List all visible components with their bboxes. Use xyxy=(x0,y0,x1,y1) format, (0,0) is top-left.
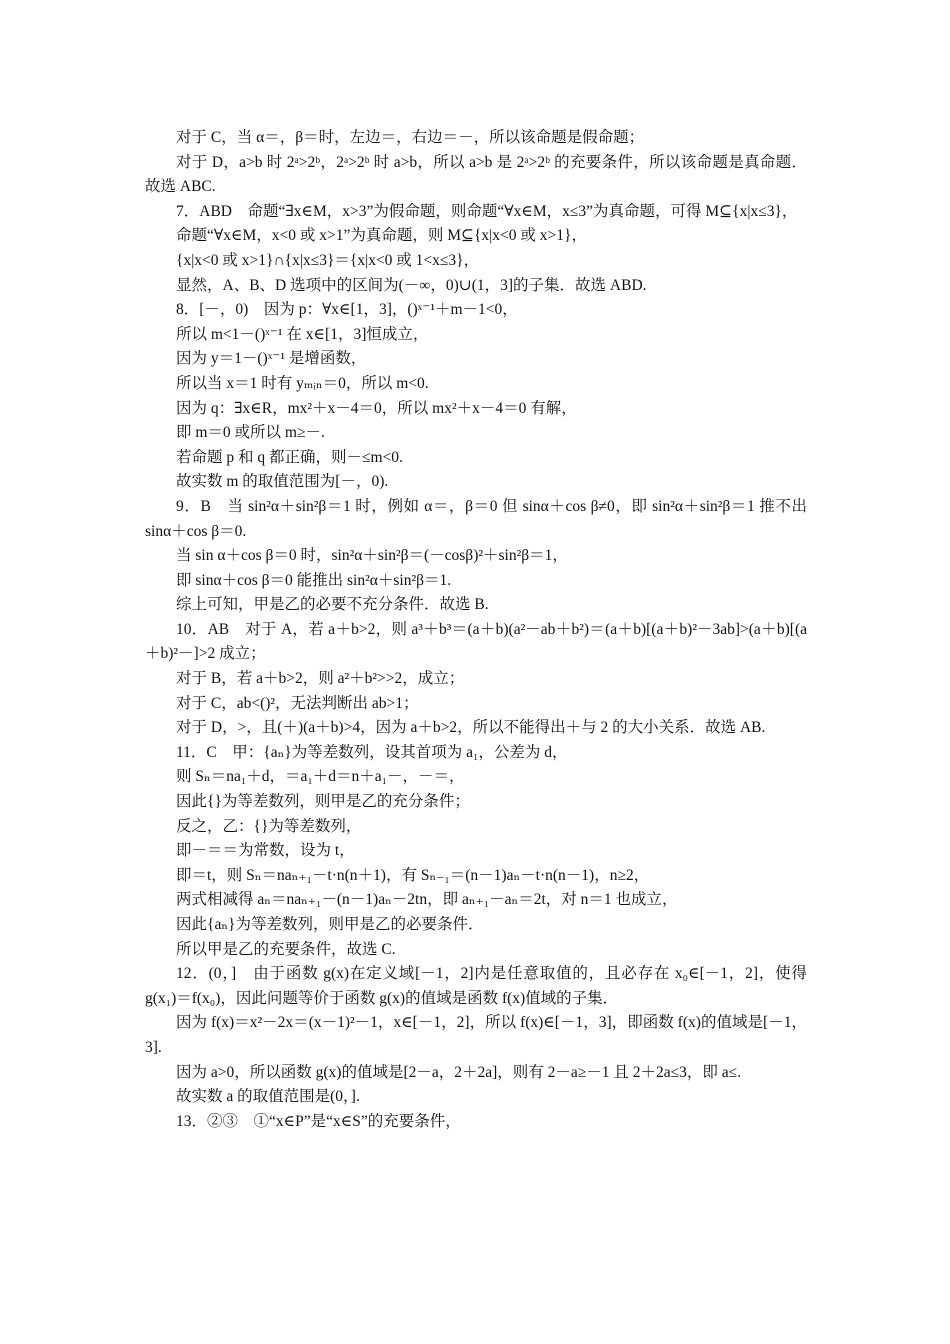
text-line: 12．(0，] 由于函数 g(x)在定义域[－1，2]内是任意取值的，且必存在 x₀∈[－1，2]，使得 g(x₁)＝f(x₀)，因此问题等价于函数 g(x)的值域是函数 f(x)值域的子集． xyxy=(145,965,807,1007)
text-line: 所以甲是乙的充要条件，故选 C. xyxy=(176,940,396,958)
text-line: 故实数 m 的取值范围为[－，0). xyxy=(176,473,389,491)
text-line: 即－＝＝为常数，设为 t， xyxy=(176,842,355,860)
text-line: 所以当 x＝1 时有 yₘᵢₙ＝0，所以 m<0. xyxy=(176,374,429,392)
text-line: 则 Sₙ＝na₁＋d，＝a₁＋d＝n＋a₁－，－＝， xyxy=(176,768,465,786)
text-line: 即＝t，则 Sₙ＝naₙ₊₁－t·n(n＋1)，有 Sₙ₋₁＝(n－1)aₙ－t·n(n－1)，n≥2， xyxy=(176,866,650,884)
text-line: 对于 B，若 a＋b>2，则 a²＋b²>>2，成立； xyxy=(176,670,465,688)
text-line: 11．C 甲：{aₙ}为等差数列，设其首项为 a₁，公差为 d， xyxy=(176,743,568,761)
text-line: 13．②③ ①“x∈P”是“x∈S”的充要条件， xyxy=(176,1112,461,1130)
text-line: {x|x<0 或 x>1}∩{x|x≤3}＝{x|x<0 或 1<x≤3}， xyxy=(176,251,480,269)
text-line: 故实数 a 的取值范围是(0，]. xyxy=(176,1088,360,1106)
text-line: 显然，A、B、D 选项中的区间为(－∞，0)∪(1，3]的子集．故选 ABD. xyxy=(176,276,647,294)
text-line: 因此{aₙ}为等差数列，则甲是乙的必要条件． xyxy=(176,916,484,933)
text-line: 即 m＝0 或所以 m≥－. xyxy=(176,424,325,442)
text-line: 7．ABD 命题“∃x∈M，x>3”为假命题，则命题“∀x∈M，x≤3”为真命题，可得 M⊆{x|x≤3}， xyxy=(176,202,798,220)
text-line: 因为 y＝1－()ˣ⁻¹ 是增函数， xyxy=(176,350,367,368)
text-line: 对于 C，ab<()²，无法判断出 ab>1； xyxy=(176,694,419,712)
text-line: 因此{}为等差数列，则甲是乙的充分条件； xyxy=(176,793,470,811)
text-line: 对于 C，当 α＝，β＝时，左边＝，右边＝－，所以该命题是假命题； xyxy=(176,129,645,146)
text-line: 因为 a>0，所以函数 g(x)的值域是[2－a，2＋2a]，则有 2－a≥－1 且 2＋2a≤3，即 a≤. xyxy=(176,1063,742,1081)
text-line: 9．B 当 sin²α＋sin²β＝1 时，例如 α＝，β＝0 但 sinα＋cos β≠0，即 sin²α＋sin²β＝1 推不出 sinα＋cos β＝0. xyxy=(145,497,807,540)
text-line: 两式相减得 aₙ＝naₙ₊₁－(n－1)aₙ－2tn，即 aₙ₊₁－aₙ＝2t，对 n＝1 也成立， xyxy=(176,891,678,909)
text-line: 因为 q：∃x∈R，mx²＋x－4＝0，所以 mx²＋x－4＝0 有解， xyxy=(176,399,577,417)
document-body xyxy=(145,126,807,1134)
text-line: 10．AB 对于 A，若 a＋b>2，则 a³＋b³＝(a＋b)(a²－ab＋b²)＝(a＋b)[(a＋b)²－3ab]>(a＋b)[(a＋b)²－]>2 成立； xyxy=(145,620,807,663)
text-line: 对于 D，>，且(＋)(a＋b)>4，因为 a＋b>2，所以不能得出＋与 2 的大小关系．故选 AB. xyxy=(176,719,766,737)
text-line: 反之，乙：{}为等差数列， xyxy=(176,817,362,835)
text-line: 因为 f(x)＝x²－2x＝(x－1)²－1，x∈[－1，2]，所以 f(x)∈[－1，3]，即函数 f(x)的值域是[－1，3]. xyxy=(145,1014,807,1056)
text-line: 命题“∀x∈M，x<0 或 x>1”为真命题，则 M⊆{x|x<0 或 x>1}， xyxy=(176,227,587,245)
text-line: 当 sin α＋cos β＝0 时，sin²α＋sin²β＝(－cosβ)²＋sin²β＝1， xyxy=(176,547,568,565)
text-line: 即 sinα＋cos β＝0 能推出 sin²α＋sin²β＝1. xyxy=(176,571,452,589)
text-line: 若命题 p 和 q 都正确，则－≤m<0. xyxy=(176,448,403,466)
text-line: 所以 m<1－()ˣ⁻¹ 在 x∈[1，3]恒成立， xyxy=(176,325,429,343)
text-line: 综上可知，甲是乙的必要不充分条件．故选 B. xyxy=(176,596,489,614)
text-line: 对于 D，a>b 时 2ᵃ>2ᵇ，2ᵃ>2ᵇ 时 a>b，所以 a>b 是 2ᵃ>2ᵇ 的充要条件，所以该命题是真命题．故选 ABC. xyxy=(145,153,807,196)
text-line: 8．[－，0) 因为 p：∀x∈[1，3]，()ˣ⁻¹＋m－1<0， xyxy=(176,301,518,319)
